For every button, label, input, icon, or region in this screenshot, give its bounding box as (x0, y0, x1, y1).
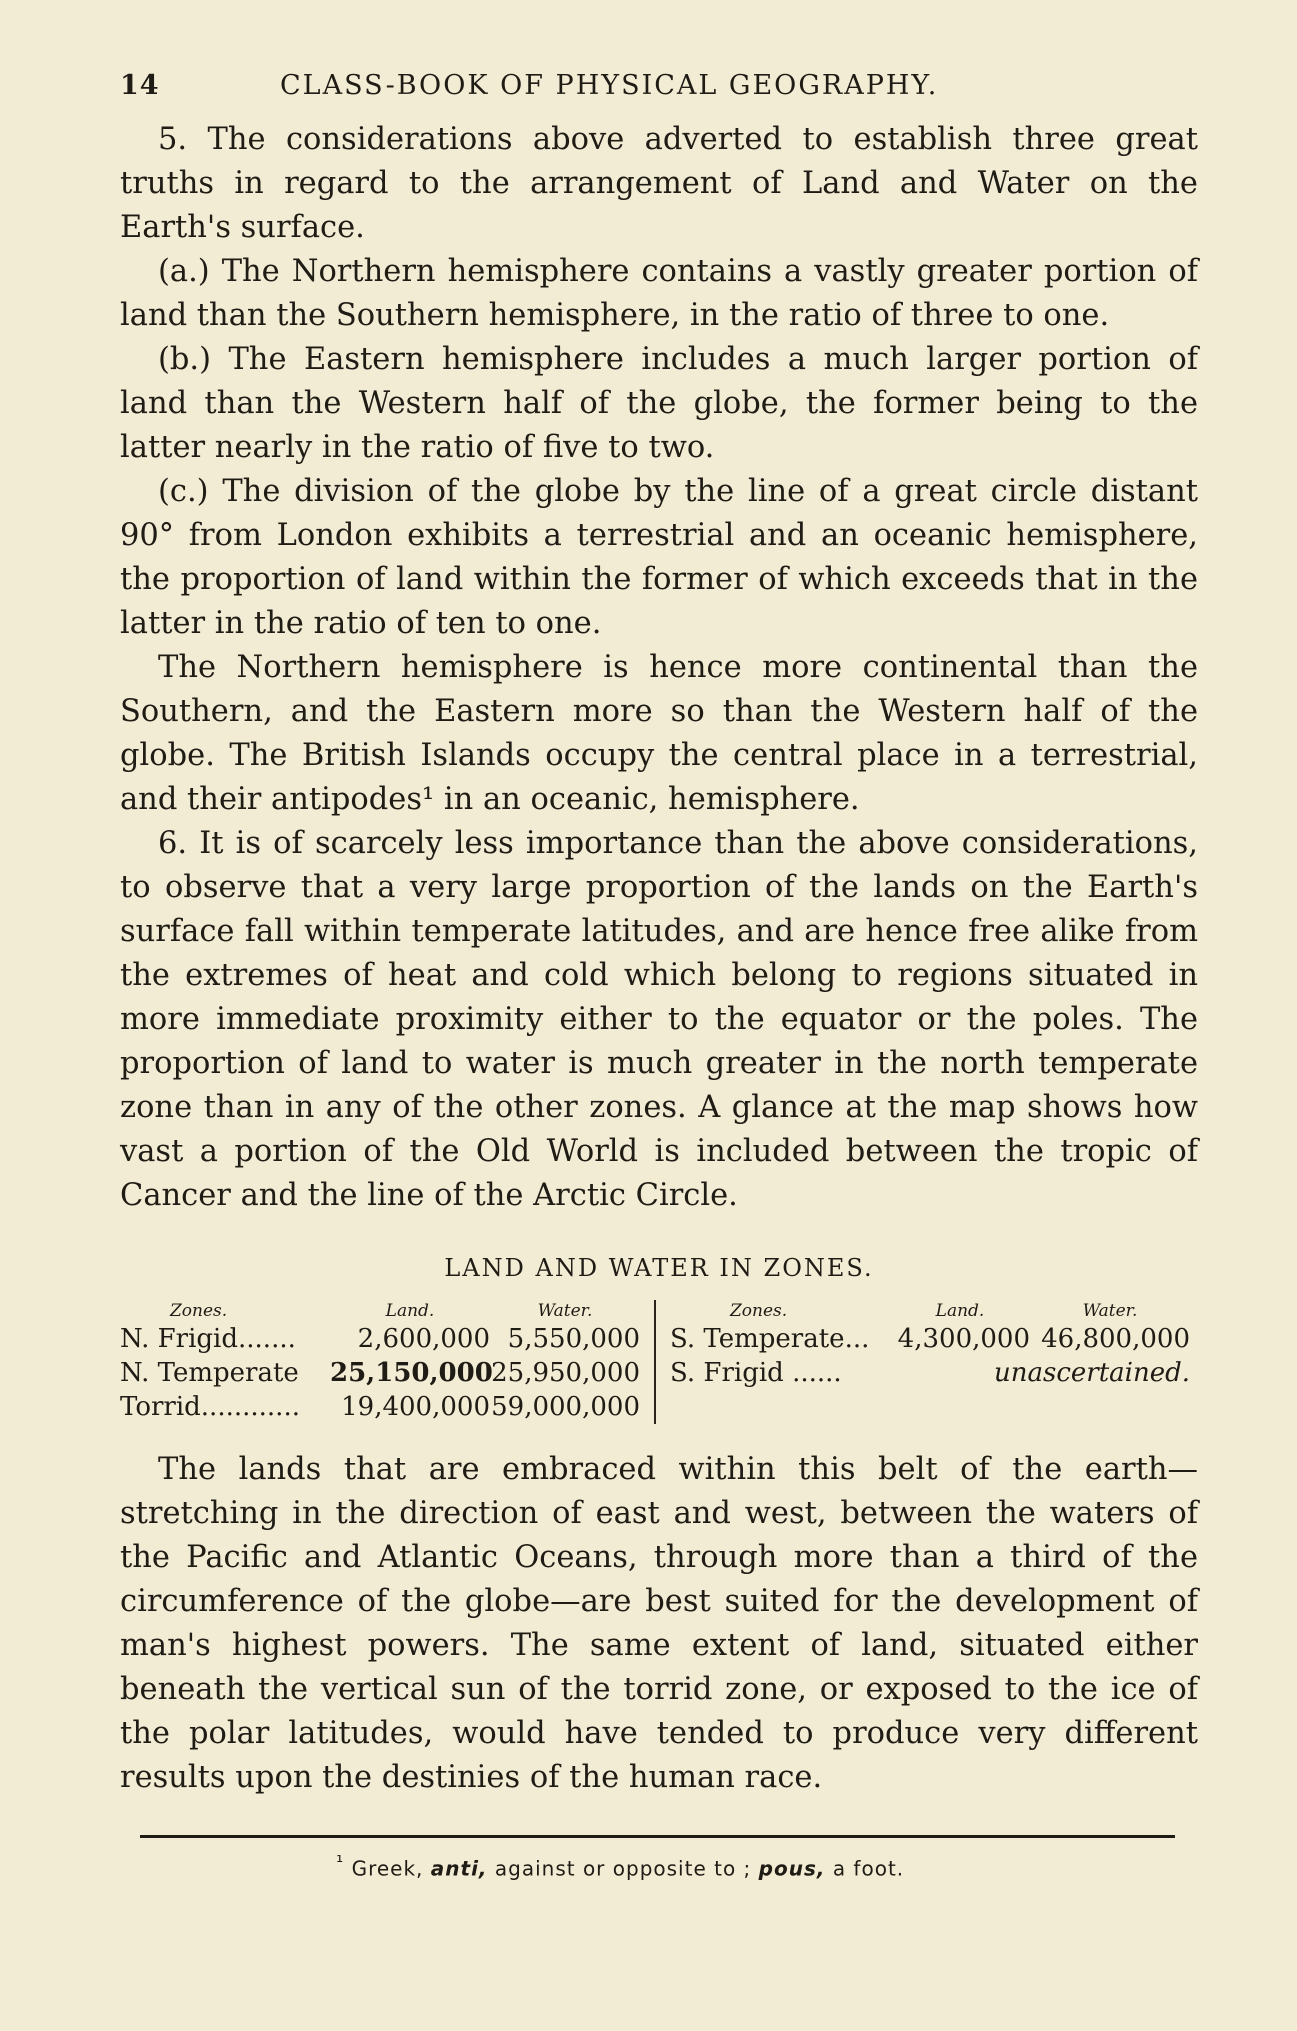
land-value: 19,400,000 (341, 1392, 490, 1422)
paragraph-5a: (a.) The Northern hemisphere contains a vastly greater portion of land than the Southern hemisphere, in the ratio of three to one. (120, 254, 1198, 333)
zone-name: N. Frigid (120, 1324, 239, 1354)
table-row (120, 1322, 640, 1356)
footnote-word-pous: pous, (758, 1856, 826, 1881)
table-title: LAND AND WATER IN ZONES. (444, 1254, 874, 1282)
footnote (336, 1852, 904, 1881)
table-header-row (120, 1300, 640, 1322)
running-title: CLASS-BOOK OF PHYSICAL GEOGRAPHY. (280, 70, 939, 101)
header-water: Water. (1082, 1301, 1138, 1321)
zones-table-south (656, 1300, 1190, 1424)
book-page (120, 70, 1198, 1800)
paragraph-5: 5. The considerations above adverted to establish three great truths in regard to the arrangement of Land and Water on the Earth's surface. (120, 122, 1198, 245)
footnote-rule (140, 1835, 1175, 1838)
land-value: 25,150,000 (330, 1358, 493, 1388)
paragraph-5b: (b.) The Eastern hemisphere includes a much larger portion of land than the Western half of the globe, the former being to the latter nearly in the ratio of five to two. (120, 342, 1198, 465)
land-value: 2,600,000 (357, 1324, 490, 1354)
unascertained-note: unascertained. (993, 1358, 1190, 1388)
zone-name: Torrid (120, 1392, 201, 1422)
footnote-text-a: Greek, (351, 1856, 424, 1881)
header-zones: Zones. (730, 1301, 788, 1321)
body-text (120, 118, 1198, 1218)
paragraph-6: 6. It is of scarcely less importance than the above considerations, to observe that a very large proportion of the lands on the Earth's surface fall within temperate latitudes, and are hence free alike from the extremes of heat and cold which belong to regions situated in more immediate proximity either to the equator or the poles. The proportion of land to water is much greater in the north temperate zone than in any of the other zones. A glance at the map shows how vast a portion of the Old World is included between the tropic of Cancer and the line of the Arctic Circle. (120, 826, 1198, 1213)
footnote-text-c: a foot. (832, 1856, 905, 1881)
table-row (120, 1356, 640, 1390)
header-land: Land. (935, 1301, 985, 1321)
table-row (670, 1356, 1190, 1390)
footnote-word-anti: anti, (430, 1856, 488, 1881)
dot-leader: ....... (238, 1324, 296, 1354)
paragraph-5c: (c.) The division of the globe by the line of a great circle distant 90° from London exhibits a terrestrial and an oceanic hemisphere, the proportion of land within the former of which exceeds that in the latter in the ratio of ten to one. (120, 474, 1198, 641)
zones-table (120, 1300, 1198, 1424)
header-water: Water. (537, 1301, 593, 1321)
water-value: 25,950,000 (491, 1358, 640, 1388)
zone-name: S. Temperate (670, 1324, 845, 1354)
paragraph-summary: The Northern hemisphere is hence more continental than the Southern, and the Eastern more so than the Western half of the globe. The British Islands occupy the central place in a terrestrial, and their antipodes¹ in an oceanic, hemisphere. (120, 650, 1198, 817)
zones-table-north (120, 1300, 656, 1424)
footnote-text-b: against or opposite to ; (494, 1856, 752, 1881)
footnote-marker: ¹ (336, 1852, 345, 1873)
land-value: 4,300,000 (897, 1324, 1030, 1354)
dot-leader: ............ (200, 1392, 300, 1422)
water-value: 5,550,000 (507, 1324, 640, 1354)
header-zones: Zones. (170, 1301, 228, 1321)
table-header-row (670, 1300, 1190, 1322)
dot-leader: ...... (792, 1358, 842, 1388)
header-land: Land. (385, 1301, 435, 1321)
closing-paragraph: The lands that are embraced within this belt of the earth—stretching in the direction of east and west, between the waters of the Pacific and Atlantic Oceans, through more than a third of the circumference of the globe—are best suited for the development of man's highest powers. The same extent of land, situated either beneath the vertical sun of the torrid zone, or exposed to the ice of the polar latitudes, would have tended to produce very different results upon the destinies of the human race. (120, 1452, 1198, 1795)
water-value: 46,800,000 (1041, 1324, 1190, 1354)
page-number: 14 (120, 70, 160, 101)
table-row (120, 1390, 640, 1424)
water-value: 59,000,000 (491, 1392, 640, 1422)
page-header (120, 70, 1198, 118)
dot-leader: ... (844, 1324, 870, 1354)
zone-name: N. Temperate (120, 1358, 299, 1388)
table-row (670, 1322, 1190, 1356)
zone-name: S. Frigid (670, 1358, 784, 1388)
